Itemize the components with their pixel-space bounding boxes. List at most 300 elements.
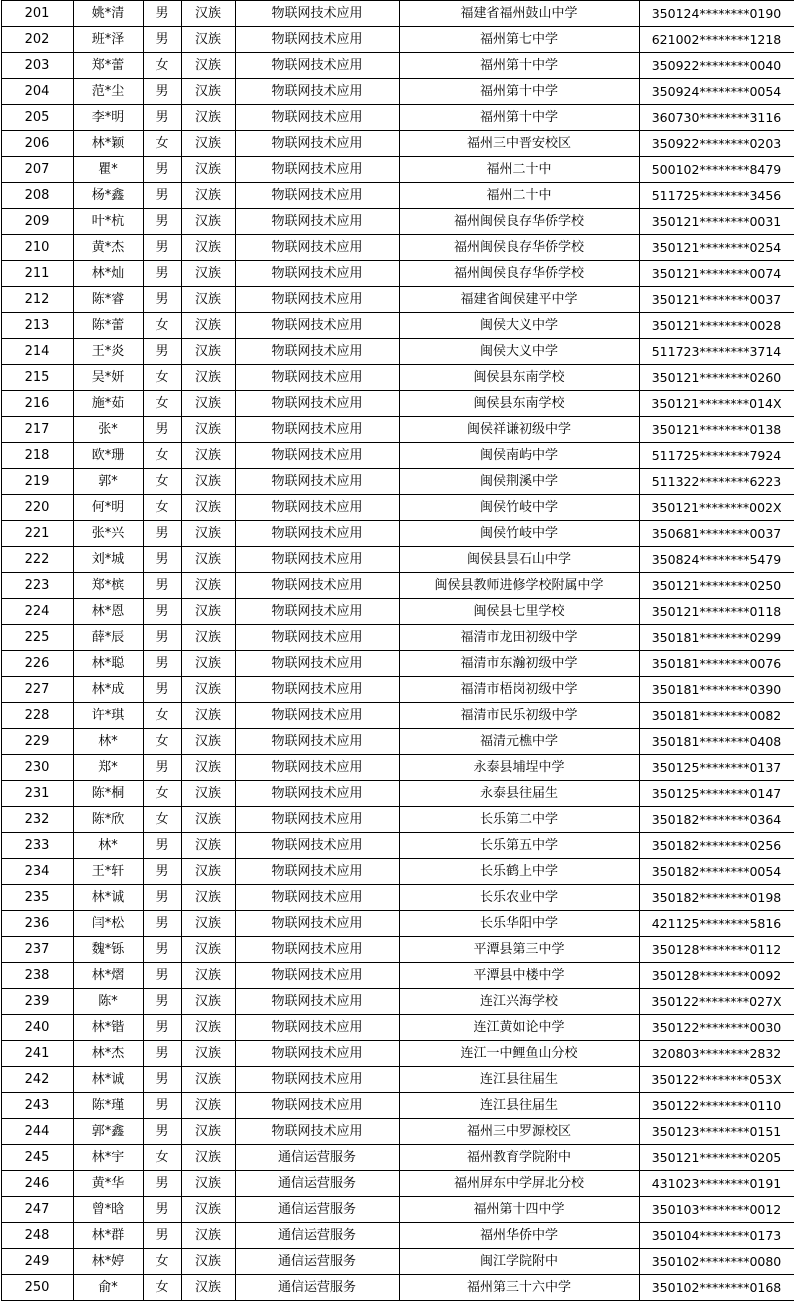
gender-cell: 男 xyxy=(143,677,181,703)
name-cell: 林*恩 xyxy=(73,599,143,625)
id-number-cell: 350182********0198 xyxy=(639,885,794,911)
row-number-cell: 245 xyxy=(1,1145,73,1171)
school-cell: 福清市东瀚初级中学 xyxy=(399,651,639,677)
ethnicity-cell: 汉族 xyxy=(181,1249,235,1275)
row-number-cell: 221 xyxy=(1,521,73,547)
ethnicity-cell: 汉族 xyxy=(181,1275,235,1301)
major-cell: 物联网技术应用 xyxy=(235,287,399,313)
name-cell: 魏*铄 xyxy=(73,937,143,963)
ethnicity-cell: 汉族 xyxy=(181,521,235,547)
id-number-cell: 350122********0110 xyxy=(639,1093,794,1119)
id-number-cell: 350182********0054 xyxy=(639,859,794,885)
table-row xyxy=(1,209,794,235)
name-cell: 王*炎 xyxy=(73,339,143,365)
major-cell: 物联网技术应用 xyxy=(235,625,399,651)
school-cell: 闽侯大义中学 xyxy=(399,339,639,365)
ethnicity-cell: 汉族 xyxy=(181,937,235,963)
gender-cell: 男 xyxy=(143,1041,181,1067)
name-cell: 班*泽 xyxy=(73,27,143,53)
ethnicity-cell: 汉族 xyxy=(181,27,235,53)
id-number-cell: 500102********8479 xyxy=(639,157,794,183)
school-cell: 福州闽侯良存华侨学校 xyxy=(399,235,639,261)
name-cell: 陈*欣 xyxy=(73,807,143,833)
ethnicity-cell: 汉族 xyxy=(181,1119,235,1145)
id-number-cell: 350121********0028 xyxy=(639,313,794,339)
table-row xyxy=(1,469,794,495)
major-cell: 物联网技术应用 xyxy=(235,573,399,599)
name-cell: 林*宇 xyxy=(73,1145,143,1171)
ethnicity-cell: 汉族 xyxy=(181,339,235,365)
row-number-cell: 241 xyxy=(1,1041,73,1067)
row-number-cell: 228 xyxy=(1,703,73,729)
gender-cell: 女 xyxy=(143,729,181,755)
major-cell: 物联网技术应用 xyxy=(235,1015,399,1041)
id-number-cell: 350102********0080 xyxy=(639,1249,794,1275)
gender-cell: 男 xyxy=(143,235,181,261)
name-cell: 林*杰 xyxy=(73,1041,143,1067)
ethnicity-cell: 汉族 xyxy=(181,833,235,859)
gender-cell: 女 xyxy=(143,313,181,339)
table-row xyxy=(1,287,794,313)
gender-cell: 男 xyxy=(143,1223,181,1249)
school-cell: 福州二十中 xyxy=(399,183,639,209)
name-cell: 王*轩 xyxy=(73,859,143,885)
id-number-cell: 350123********0151 xyxy=(639,1119,794,1145)
ethnicity-cell: 汉族 xyxy=(181,1067,235,1093)
major-cell: 物联网技术应用 xyxy=(235,417,399,443)
school-cell: 福州第三十六中学 xyxy=(399,1275,639,1301)
major-cell: 物联网技术应用 xyxy=(235,651,399,677)
ethnicity-cell: 汉族 xyxy=(181,755,235,781)
school-cell: 闽侯竹岐中学 xyxy=(399,521,639,547)
name-cell: 林*诚 xyxy=(73,1067,143,1093)
ethnicity-cell: 汉族 xyxy=(181,677,235,703)
id-number-cell: 511725********3456 xyxy=(639,183,794,209)
ethnicity-cell: 汉族 xyxy=(181,807,235,833)
school-cell: 闽侯祥谦初级中学 xyxy=(399,417,639,443)
table-row xyxy=(1,183,794,209)
table-row xyxy=(1,833,794,859)
major-cell: 物联网技术应用 xyxy=(235,781,399,807)
major-cell: 物联网技术应用 xyxy=(235,885,399,911)
name-cell: 陈*桐 xyxy=(73,781,143,807)
ethnicity-cell: 汉族 xyxy=(181,859,235,885)
id-number-cell: 511723********3714 xyxy=(639,339,794,365)
gender-cell: 女 xyxy=(143,703,181,729)
table-row xyxy=(1,677,794,703)
table-row xyxy=(1,339,794,365)
table-row xyxy=(1,1041,794,1067)
name-cell: 郑* xyxy=(73,755,143,781)
school-cell: 福清市梧岗初级中学 xyxy=(399,677,639,703)
row-number-cell: 212 xyxy=(1,287,73,313)
gender-cell: 男 xyxy=(143,1067,181,1093)
ethnicity-cell: 汉族 xyxy=(181,1145,235,1171)
school-cell: 福建省福州鼓山中学 xyxy=(399,1,639,27)
name-cell: 林*灿 xyxy=(73,261,143,287)
ethnicity-cell: 汉族 xyxy=(181,261,235,287)
ethnicity-cell: 汉族 xyxy=(181,53,235,79)
table-row xyxy=(1,365,794,391)
row-number-cell: 231 xyxy=(1,781,73,807)
id-number-cell: 320803********2832 xyxy=(639,1041,794,1067)
name-cell: 姚*清 xyxy=(73,1,143,27)
major-cell: 物联网技术应用 xyxy=(235,469,399,495)
table-row xyxy=(1,755,794,781)
table-row xyxy=(1,937,794,963)
id-number-cell: 350182********0364 xyxy=(639,807,794,833)
gender-cell: 男 xyxy=(143,885,181,911)
major-cell: 物联网技术应用 xyxy=(235,833,399,859)
school-cell: 连江兴海学校 xyxy=(399,989,639,1015)
name-cell: 黄*华 xyxy=(73,1171,143,1197)
school-cell: 闽侯南屿中学 xyxy=(399,443,639,469)
row-number-cell: 214 xyxy=(1,339,73,365)
id-number-cell: 350121********014X xyxy=(639,391,794,417)
row-number-cell: 224 xyxy=(1,599,73,625)
row-number-cell: 205 xyxy=(1,105,73,131)
ethnicity-cell: 汉族 xyxy=(181,1197,235,1223)
row-number-cell: 213 xyxy=(1,313,73,339)
id-number-cell: 350121********0260 xyxy=(639,365,794,391)
school-cell: 长乐农业中学 xyxy=(399,885,639,911)
row-number-cell: 223 xyxy=(1,573,73,599)
ethnicity-cell: 汉族 xyxy=(181,157,235,183)
table-row xyxy=(1,1197,794,1223)
school-cell: 永泰县埔埕中学 xyxy=(399,755,639,781)
gender-cell: 男 xyxy=(143,417,181,443)
major-cell: 物联网技术应用 xyxy=(235,755,399,781)
major-cell: 物联网技术应用 xyxy=(235,183,399,209)
id-number-cell: 350104********0173 xyxy=(639,1223,794,1249)
table-row xyxy=(1,1093,794,1119)
table-row xyxy=(1,1171,794,1197)
table-row xyxy=(1,1223,794,1249)
ethnicity-cell: 汉族 xyxy=(181,1223,235,1249)
major-cell: 物联网技术应用 xyxy=(235,209,399,235)
school-cell: 连江县往届生 xyxy=(399,1067,639,1093)
ethnicity-cell: 汉族 xyxy=(181,131,235,157)
ethnicity-cell: 汉族 xyxy=(181,443,235,469)
table-row xyxy=(1,573,794,599)
id-number-cell: 350922********0040 xyxy=(639,53,794,79)
name-cell: 陈*睿 xyxy=(73,287,143,313)
school-cell: 福州第十中学 xyxy=(399,53,639,79)
ethnicity-cell: 汉族 xyxy=(181,1041,235,1067)
id-number-cell: 350102********0168 xyxy=(639,1275,794,1301)
table-row xyxy=(1,1015,794,1041)
table-row xyxy=(1,885,794,911)
gender-cell: 男 xyxy=(143,339,181,365)
name-cell: 欧*珊 xyxy=(73,443,143,469)
school-cell: 长乐鹤上中学 xyxy=(399,859,639,885)
table-row xyxy=(1,807,794,833)
major-cell: 物联网技术应用 xyxy=(235,79,399,105)
table-row xyxy=(1,79,794,105)
row-number-cell: 218 xyxy=(1,443,73,469)
major-cell: 物联网技术应用 xyxy=(235,599,399,625)
id-number-cell: 350121********0250 xyxy=(639,573,794,599)
major-cell: 通信运营服务 xyxy=(235,1171,399,1197)
gender-cell: 女 xyxy=(143,365,181,391)
gender-cell: 男 xyxy=(143,79,181,105)
table-row xyxy=(1,235,794,261)
name-cell: 许*琪 xyxy=(73,703,143,729)
ethnicity-cell: 汉族 xyxy=(181,911,235,937)
name-cell: 林*锴 xyxy=(73,1015,143,1041)
name-cell: 吴*妍 xyxy=(73,365,143,391)
major-cell: 物联网技术应用 xyxy=(235,27,399,53)
id-number-cell: 350681********0037 xyxy=(639,521,794,547)
id-number-cell: 350122********0030 xyxy=(639,1015,794,1041)
gender-cell: 女 xyxy=(143,807,181,833)
gender-cell: 男 xyxy=(143,1015,181,1041)
row-number-cell: 240 xyxy=(1,1015,73,1041)
ethnicity-cell: 汉族 xyxy=(181,1015,235,1041)
name-cell: 闫*松 xyxy=(73,911,143,937)
id-number-cell: 350125********0137 xyxy=(639,755,794,781)
school-cell: 福州闽侯良存华侨学校 xyxy=(399,209,639,235)
name-cell: 俞* xyxy=(73,1275,143,1301)
gender-cell: 男 xyxy=(143,209,181,235)
school-cell: 福州教育学院附中 xyxy=(399,1145,639,1171)
ethnicity-cell: 汉族 xyxy=(181,1171,235,1197)
row-number-cell: 209 xyxy=(1,209,73,235)
table-row xyxy=(1,391,794,417)
gender-cell: 男 xyxy=(143,755,181,781)
school-cell: 福州第十四中学 xyxy=(399,1197,639,1223)
table-row xyxy=(1,417,794,443)
ethnicity-cell: 汉族 xyxy=(181,495,235,521)
gender-cell: 女 xyxy=(143,443,181,469)
school-cell: 闽侯县东南学校 xyxy=(399,365,639,391)
major-cell: 物联网技术应用 xyxy=(235,131,399,157)
table-row xyxy=(1,651,794,677)
row-number-cell: 217 xyxy=(1,417,73,443)
table-row xyxy=(1,1275,794,1301)
name-cell: 薛*辰 xyxy=(73,625,143,651)
ethnicity-cell: 汉族 xyxy=(181,209,235,235)
major-cell: 物联网技术应用 xyxy=(235,53,399,79)
name-cell: 林*成 xyxy=(73,677,143,703)
table-row xyxy=(1,729,794,755)
school-cell: 长乐华阳中学 xyxy=(399,911,639,937)
gender-cell: 男 xyxy=(143,963,181,989)
school-cell: 福建省闽侯建平中学 xyxy=(399,287,639,313)
row-number-cell: 244 xyxy=(1,1119,73,1145)
table-row xyxy=(1,989,794,1015)
name-cell: 林*聪 xyxy=(73,651,143,677)
school-cell: 福州第十中学 xyxy=(399,105,639,131)
gender-cell: 男 xyxy=(143,989,181,1015)
school-cell: 福清市龙田初级中学 xyxy=(399,625,639,651)
row-number-cell: 239 xyxy=(1,989,73,1015)
major-cell: 物联网技术应用 xyxy=(235,1119,399,1145)
major-cell: 物联网技术应用 xyxy=(235,235,399,261)
major-cell: 物联网技术应用 xyxy=(235,495,399,521)
school-cell: 福州屏东中学屏北分校 xyxy=(399,1171,639,1197)
major-cell: 物联网技术应用 xyxy=(235,391,399,417)
id-number-cell: 350103********0012 xyxy=(639,1197,794,1223)
school-cell: 闽侯大义中学 xyxy=(399,313,639,339)
table-row xyxy=(1,963,794,989)
gender-cell: 男 xyxy=(143,1171,181,1197)
ethnicity-cell: 汉族 xyxy=(181,391,235,417)
gender-cell: 男 xyxy=(143,105,181,131)
table-row xyxy=(1,1,794,27)
table-row xyxy=(1,547,794,573)
name-cell: 杨*鑫 xyxy=(73,183,143,209)
name-cell: 陈*蕾 xyxy=(73,313,143,339)
id-number-cell: 350128********0112 xyxy=(639,937,794,963)
row-number-cell: 211 xyxy=(1,261,73,287)
gender-cell: 男 xyxy=(143,547,181,573)
gender-cell: 男 xyxy=(143,911,181,937)
table-row xyxy=(1,521,794,547)
major-cell: 物联网技术应用 xyxy=(235,989,399,1015)
table-row xyxy=(1,1119,794,1145)
name-cell: 林*诚 xyxy=(73,885,143,911)
ethnicity-cell: 汉族 xyxy=(181,313,235,339)
table-row xyxy=(1,1249,794,1275)
name-cell: 林*颖 xyxy=(73,131,143,157)
ethnicity-cell: 汉族 xyxy=(181,1,235,27)
row-number-cell: 203 xyxy=(1,53,73,79)
ethnicity-cell: 汉族 xyxy=(181,573,235,599)
id-number-cell: 431023********0191 xyxy=(639,1171,794,1197)
table-row xyxy=(1,599,794,625)
row-number-cell: 250 xyxy=(1,1275,73,1301)
id-number-cell: 350121********0031 xyxy=(639,209,794,235)
row-number-cell: 202 xyxy=(1,27,73,53)
ethnicity-cell: 汉族 xyxy=(181,1093,235,1119)
name-cell: 郭* xyxy=(73,469,143,495)
id-number-cell: 350121********0037 xyxy=(639,287,794,313)
name-cell: 刘*城 xyxy=(73,547,143,573)
id-number-cell: 350924********0054 xyxy=(639,79,794,105)
gender-cell: 女 xyxy=(143,1249,181,1275)
major-cell: 物联网技术应用 xyxy=(235,261,399,287)
id-number-cell: 350181********0082 xyxy=(639,703,794,729)
gender-cell: 男 xyxy=(143,651,181,677)
major-cell: 物联网技术应用 xyxy=(235,1067,399,1093)
row-number-cell: 248 xyxy=(1,1223,73,1249)
row-number-cell: 247 xyxy=(1,1197,73,1223)
table-row xyxy=(1,859,794,885)
row-number-cell: 227 xyxy=(1,677,73,703)
ethnicity-cell: 汉族 xyxy=(181,625,235,651)
gender-cell: 男 xyxy=(143,1197,181,1223)
name-cell: 施*茹 xyxy=(73,391,143,417)
gender-cell: 男 xyxy=(143,27,181,53)
id-number-cell: 350181********0076 xyxy=(639,651,794,677)
ethnicity-cell: 汉族 xyxy=(181,183,235,209)
row-number-cell: 229 xyxy=(1,729,73,755)
major-cell: 物联网技术应用 xyxy=(235,807,399,833)
table-row xyxy=(1,781,794,807)
ethnicity-cell: 汉族 xyxy=(181,287,235,313)
ethnicity-cell: 汉族 xyxy=(181,469,235,495)
gender-cell: 女 xyxy=(143,781,181,807)
major-cell: 物联网技术应用 xyxy=(235,313,399,339)
table-row xyxy=(1,911,794,937)
name-cell: 林*群 xyxy=(73,1223,143,1249)
school-cell: 平潭县中楼中学 xyxy=(399,963,639,989)
row-number-cell: 204 xyxy=(1,79,73,105)
gender-cell: 男 xyxy=(143,157,181,183)
major-cell: 物联网技术应用 xyxy=(235,963,399,989)
ethnicity-cell: 汉族 xyxy=(181,105,235,131)
row-number-cell: 220 xyxy=(1,495,73,521)
id-number-cell: 350128********0092 xyxy=(639,963,794,989)
id-number-cell: 421125********5816 xyxy=(639,911,794,937)
gender-cell: 男 xyxy=(143,183,181,209)
gender-cell: 女 xyxy=(143,495,181,521)
id-number-cell: 511725********7924 xyxy=(639,443,794,469)
id-number-cell: 360730********3116 xyxy=(639,105,794,131)
major-cell: 物联网技术应用 xyxy=(235,365,399,391)
school-cell: 福清元樵中学 xyxy=(399,729,639,755)
gender-cell: 男 xyxy=(143,1119,181,1145)
table-row xyxy=(1,495,794,521)
major-cell: 物联网技术应用 xyxy=(235,937,399,963)
name-cell: 张* xyxy=(73,417,143,443)
major-cell: 通信运营服务 xyxy=(235,1275,399,1301)
row-number-cell: 216 xyxy=(1,391,73,417)
table-row xyxy=(1,27,794,53)
gender-cell: 女 xyxy=(143,1275,181,1301)
name-cell: 郑*蕾 xyxy=(73,53,143,79)
id-number-cell: 350181********0299 xyxy=(639,625,794,651)
gender-cell: 女 xyxy=(143,391,181,417)
id-number-cell: 350121********0138 xyxy=(639,417,794,443)
major-cell: 物联网技术应用 xyxy=(235,105,399,131)
school-cell: 福州第七中学 xyxy=(399,27,639,53)
row-number-cell: 208 xyxy=(1,183,73,209)
table-body xyxy=(1,1,794,1301)
gender-cell: 男 xyxy=(143,625,181,651)
school-cell: 福州闽侯良存华侨学校 xyxy=(399,261,639,287)
major-cell: 物联网技术应用 xyxy=(235,911,399,937)
row-number-cell: 233 xyxy=(1,833,73,859)
id-number-cell: 621002********1218 xyxy=(639,27,794,53)
id-number-cell: 350121********0254 xyxy=(639,235,794,261)
id-number-cell: 511322********6223 xyxy=(639,469,794,495)
row-number-cell: 226 xyxy=(1,651,73,677)
gender-cell: 男 xyxy=(143,1093,181,1119)
gender-cell: 女 xyxy=(143,1145,181,1171)
ethnicity-cell: 汉族 xyxy=(181,651,235,677)
name-cell: 郭*鑫 xyxy=(73,1119,143,1145)
gender-cell: 男 xyxy=(143,859,181,885)
name-cell: 何*明 xyxy=(73,495,143,521)
name-cell: 陈* xyxy=(73,989,143,1015)
row-number-cell: 242 xyxy=(1,1067,73,1093)
table-row xyxy=(1,105,794,131)
gender-cell: 男 xyxy=(143,521,181,547)
school-cell: 长乐第五中学 xyxy=(399,833,639,859)
row-number-cell: 206 xyxy=(1,131,73,157)
major-cell: 物联网技术应用 xyxy=(235,677,399,703)
major-cell: 通信运营服务 xyxy=(235,1223,399,1249)
row-number-cell: 225 xyxy=(1,625,73,651)
row-number-cell: 246 xyxy=(1,1171,73,1197)
school-cell: 平潭县第三中学 xyxy=(399,937,639,963)
ethnicity-cell: 汉族 xyxy=(181,989,235,1015)
gender-cell: 女 xyxy=(143,469,181,495)
name-cell: 陈*瑾 xyxy=(73,1093,143,1119)
name-cell: 瞿* xyxy=(73,157,143,183)
